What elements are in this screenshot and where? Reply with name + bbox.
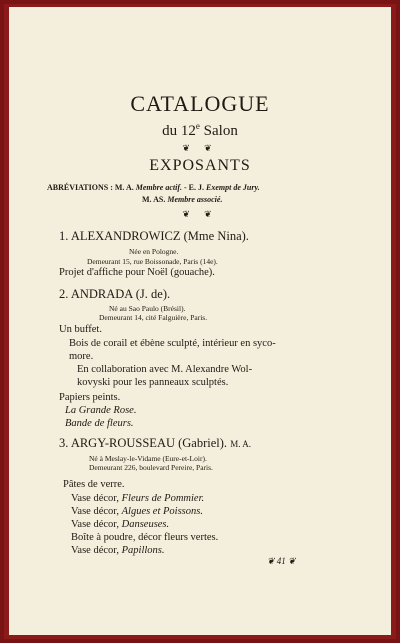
ornament-top: ❦ ❦ <box>182 143 218 153</box>
entry-3-work-6 <box>71 545 165 556</box>
entry-3-work-2 <box>71 493 204 504</box>
entry-3-work-4 <box>71 519 169 530</box>
entry-1-born: Née en Pologne. <box>129 247 179 256</box>
work-prefix: Vase décor, <box>71 506 122 517</box>
page-number: ❦ 41 ❦ <box>267 556 296 566</box>
entry-3-born: Né à Meslay-le-Vidame (Eure-et-Loir). <box>89 454 207 463</box>
subtitle-superscript: e <box>195 121 200 131</box>
work-title: Danseuses. <box>121 519 170 530</box>
entry-1-address: Demeurant 15, rue Boissonade, Paris (14e). <box>87 257 218 266</box>
entry-number: 1. <box>59 229 69 243</box>
work-title: Fleurs de Pommier. <box>121 493 205 504</box>
abbr-mas: M. AS. <box>142 195 166 204</box>
subtitle-prefix: du 12 <box>162 123 196 139</box>
entry-2-work-6: Papiers peints. <box>59 392 121 403</box>
entry-number: 3. <box>59 436 69 450</box>
work-title: Papillons. <box>121 545 165 556</box>
entry-3-work-5: Boîte à poudre, décor fleurs vertes. <box>71 532 219 543</box>
entry-2-work-8: Bande de fleurs. <box>65 418 134 429</box>
entry-1-heading <box>59 229 249 244</box>
subtitle-suffix: Salon <box>199 123 238 139</box>
abbr-ma-text: Membre actif. <box>135 183 182 192</box>
work-prefix: Vase décor, <box>71 519 122 530</box>
entry-3-work-1: Pâtes de verre. <box>63 479 125 490</box>
entry-2-work-5: kovyski pour les panneaux sculptés. <box>77 377 229 388</box>
catalogue-title: CATALOGUE <box>130 91 270 116</box>
ornament-middle: ❦ ❦ <box>182 209 218 219</box>
exhibitor-name: ALEXANDROWICZ (Mme Nina). <box>70 229 249 243</box>
exhibitor-name: ANDRADA (J. de). <box>70 287 171 301</box>
work-prefix: Vase décor, <box>71 493 122 504</box>
catalogue-page <box>9 7 391 635</box>
entry-2-work-1: Un buffet. <box>59 324 102 335</box>
member-status: M. A. <box>230 439 251 449</box>
abbr-ma: M. A. <box>114 183 134 192</box>
entry-2-address: Demeurant 14, cité Falguière, Paris. <box>99 313 208 322</box>
exhibitor-name: ARGY-ROUSSEAU (Gabriel). <box>70 436 228 450</box>
entry-2-work-2: Bois de corail et ébène sculpté, intérieur en syco- <box>69 338 276 349</box>
salon-subtitle <box>9 121 391 140</box>
abbreviations-line-1: ABRÉVIATIONS : M. A. Membre actif. - E. J. Exempt de Jury. <box>47 183 260 192</box>
abbr-ej-text: Exempt de Jury. <box>206 183 260 192</box>
abbr-label: ABRÉVIATIONS : <box>47 183 113 192</box>
abbr-mas-text: Membre associé. <box>167 195 223 204</box>
entry-2-heading <box>59 287 170 302</box>
work-prefix: Vase décor, <box>71 545 122 556</box>
entry-number: 2. <box>59 287 69 301</box>
entry-2-work-3: more. <box>69 351 94 362</box>
entry-3-work-3 <box>71 506 203 517</box>
section-heading: EXPOSANTS <box>149 157 251 174</box>
entry-2-work-7: La Grande Rose. <box>65 405 137 416</box>
entry-2-work-4: En collaboration avec M. Alexandre Wol- <box>77 364 253 375</box>
abbr-ej: E. J. <box>188 183 204 192</box>
entry-2-born: Né au Sao Paulo (Brésil). <box>109 304 186 313</box>
abbreviations-line-2 <box>142 195 222 204</box>
entry-3-heading <box>59 436 251 451</box>
entry-1-work-1: Projet d'affiche pour Noël (gouache). <box>59 267 215 278</box>
entry-3-address: Demeurant 226, boulevard Pereire, Paris. <box>89 463 213 472</box>
work-title: Algues et Poissons. <box>121 506 203 517</box>
